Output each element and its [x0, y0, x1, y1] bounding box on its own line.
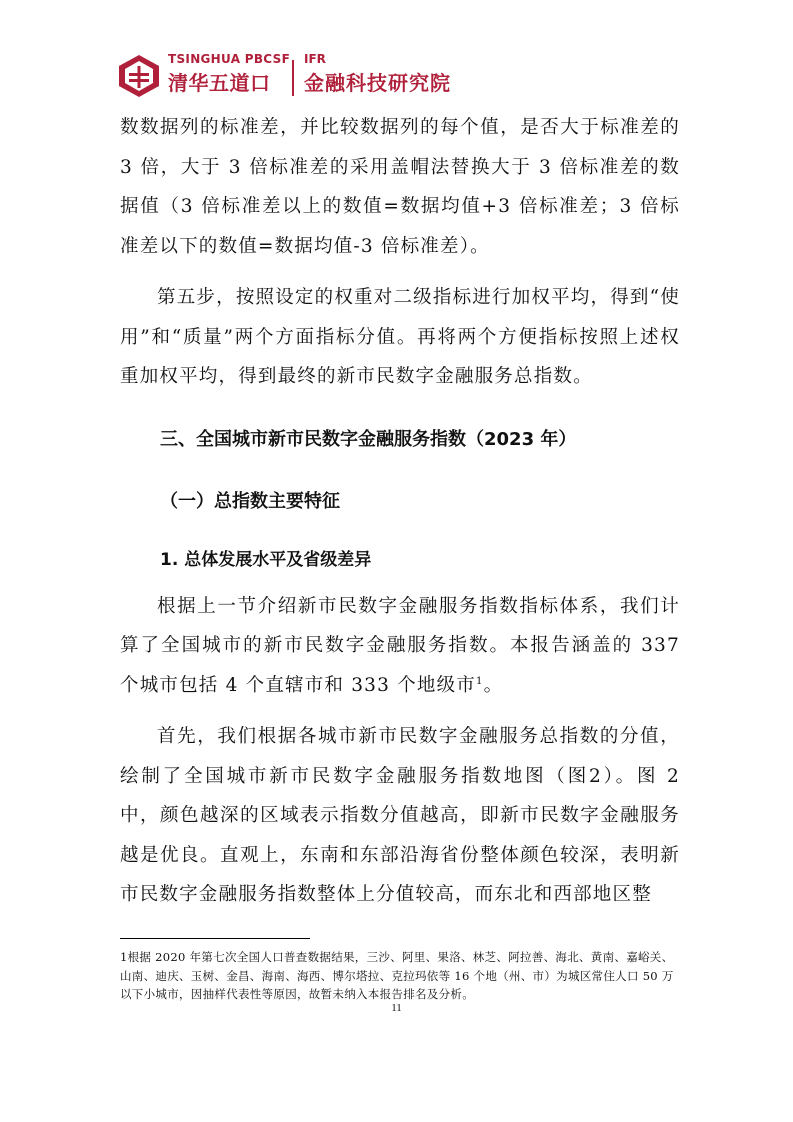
paragraph-index-map: 首先，我们根据各城市新市民数字金融服务总指数的分值，绘制了全国城市新市民数字金融服务指数地图（图2）。图 2 中，颜色越深的区域表示指数分值越高，即新市民数字金融服务越是优良。直观上，东南和东部沿海省份整体颜色较深，表明新市民数字金融服务指数整体上分值较高，而东北和西部地区整	[120, 726, 680, 905]
header-divider	[292, 60, 294, 96]
footnote: 1根据 2020 年第七次全国人口普查数据结果，三沙、阿里、果洛、林芝、阿拉善、海北、黄南、嘉峪关、山南、迪庆、玉树、金昌、海南、海西、博尔塔拉、克拉玛依等 16 个地（州、市）为城区常住人口 50 万以下小城市，因抽样代表性等原因，故暂未纳入本报告排名及分析。	[120, 950, 674, 1001]
paragraph-city-coverage-end: 。	[483, 674, 504, 696]
page-number: 11	[391, 1002, 402, 1014]
page-header	[118, 50, 538, 102]
institute-name-english: IFR	[304, 52, 326, 66]
paragraph-standard-deviation: 数数据列的标准差，并比较数据列的每个值，是否大于标准差的 3 倍，大于 3 倍标准差的采用盖帽法替换大于 3 倍标准差的数据值（3 倍标准差以上的数值=数据均值+3 倍标准差；3 倍标准差以下的数值=数据均值-3 倍标准差）。	[120, 117, 680, 257]
section-heading: 三、全国城市新市民数字金融服务指数（2023 年）	[160, 428, 577, 450]
subsection-heading: （一）总指数主要特征	[160, 490, 340, 512]
item-heading: 1. 总体发展水平及省级差异	[160, 549, 372, 570]
footnote-reference[interactable]: 1	[476, 675, 484, 687]
footnote-rule	[120, 938, 310, 939]
paragraph-step-five: 第五步，按照设定的权重对二级指标进行加权平均，得到“使用”和“质量”两个方面指标分值。再将两个方便指标按照上述权重加权平均，得到最终的新市民数字金融服务总指数。	[120, 287, 680, 387]
institute-name-chinese: 金融科技研究院	[304, 71, 451, 95]
brand-name-english: TSINGHUA PBCSF	[168, 52, 291, 66]
page-body	[120, 108, 680, 915]
paragraph-city-coverage-text: 根据上一节介绍新市民数字金融服务指数指标体系，我们计算了全国城市的新市民数字金融服务指数。本报告涵盖的 337 个城市包括 4 个直辖市和 333 个地级市	[120, 595, 680, 696]
paragraph-city-coverage	[120, 587, 680, 706]
tsinghua-pbcsf-logo-icon	[118, 54, 160, 98]
brand-name-chinese: 清华五道口	[168, 71, 271, 95]
